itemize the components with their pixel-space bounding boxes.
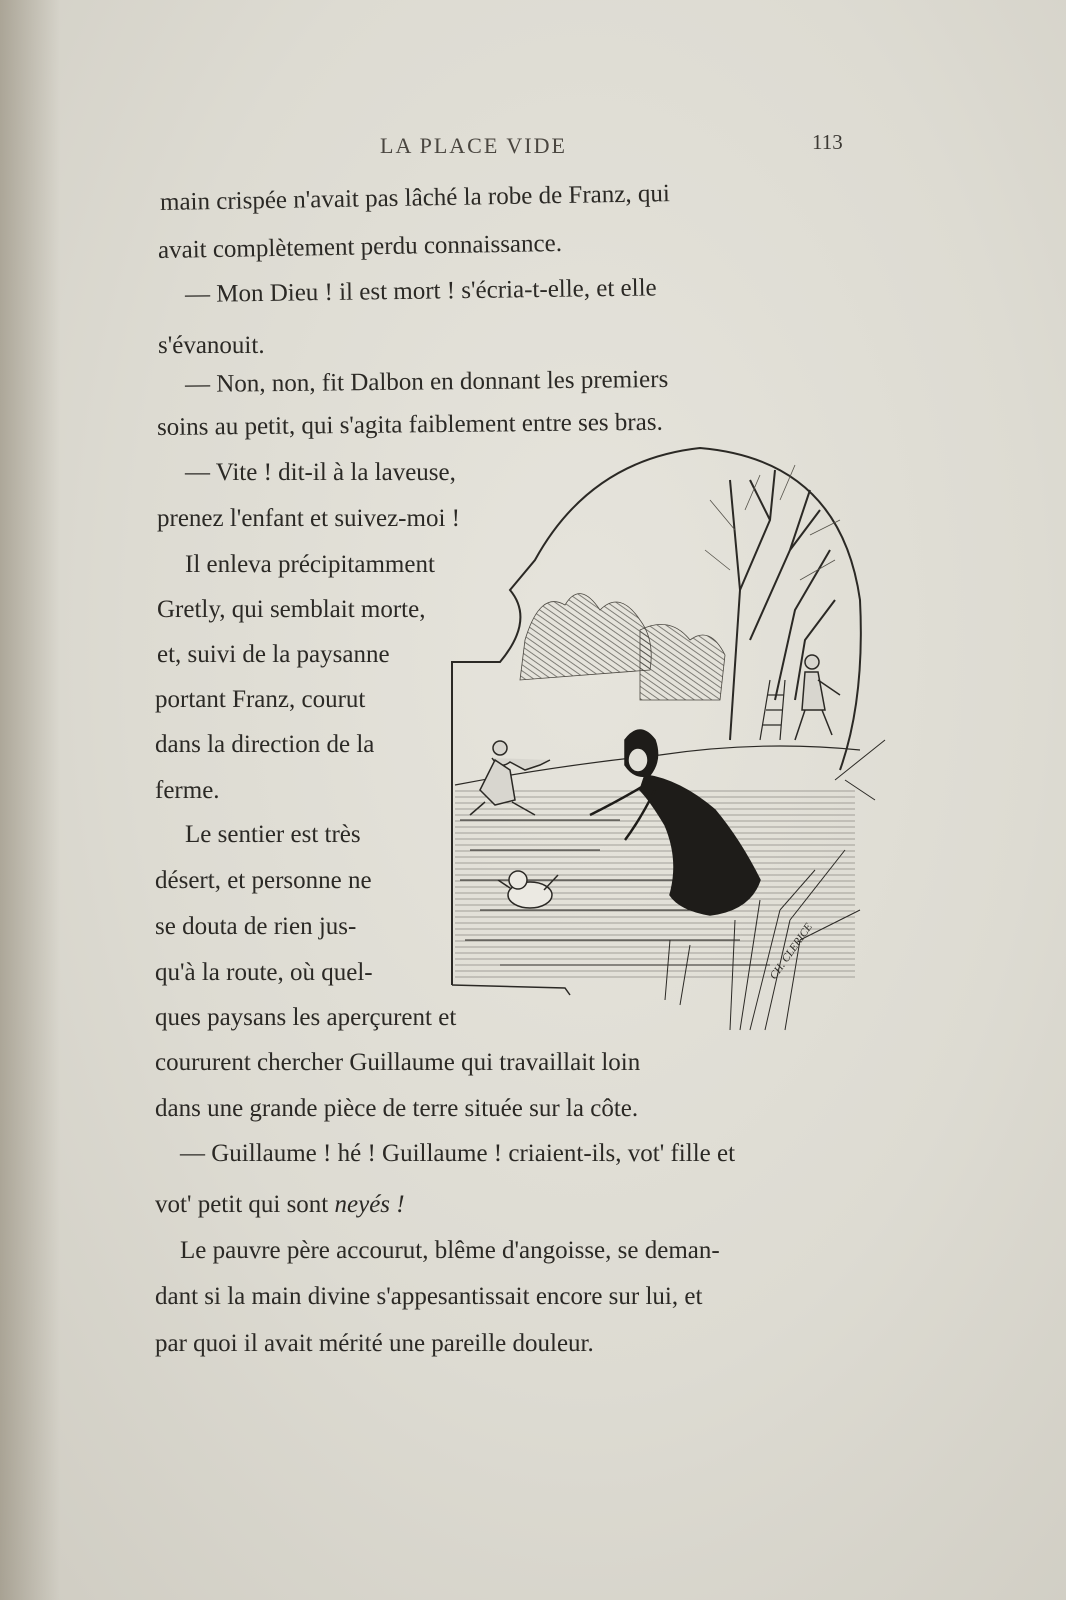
text-line: qu'à la route, où quel-	[155, 959, 373, 986]
text-line: Le pauvre père accourut, blême d'angoisse, se deman-	[180, 1237, 720, 1264]
text-line: par quoi il avait mérité une pareille douleur.	[155, 1330, 594, 1357]
text-line: dans une grande pièce de terre située sur la côte.	[155, 1095, 639, 1122]
illustration-signature: CH. CLERICE	[767, 921, 815, 982]
text-line: — Non, non, fit Dalbon en donnant les premiers	[184, 365, 669, 398]
text-line: ferme.	[155, 777, 220, 804]
text-line: s'évanouit.	[158, 332, 265, 359]
text-line: se douta de rien jus-	[155, 913, 357, 940]
text-line: — Guillaume ! hé ! Guillaume ! criaient-ils, vot' fille et	[180, 1140, 736, 1167]
text-line: — Vite ! dit-il à la laveuse,	[185, 459, 456, 486]
text-line: désert, et personne ne	[155, 867, 372, 894]
text-line: Le sentier est très	[185, 821, 361, 848]
text-line: — Mon Dieu ! il est mort ! s'écria-t-elle, et elle	[184, 274, 657, 308]
text-line: dant si la main divine s'appesantissait encore sur lui, et	[155, 1283, 703, 1310]
italic-word: neyés !	[334, 1191, 405, 1218]
text-line: coururent chercher Guillaume qui travaillait loin	[155, 1049, 641, 1076]
text-line: soins au petit, qui s'agita faiblement entre ses bras.	[156, 408, 663, 441]
text-line	[155, 1192, 405, 1217]
text-line: et, suivi de la paysanne	[157, 641, 390, 668]
river-scene-illustration	[440, 440, 900, 1040]
text-line: main crispée n'avait pas lâché la robe de Franz, qui	[159, 180, 671, 216]
page-number: 113	[812, 130, 843, 154]
text-line: portant Franz, courut	[155, 686, 366, 713]
page-gutter-shadow	[0, 0, 60, 1600]
text-segment: vot' petit qui sont	[155, 1191, 329, 1218]
text-line: Il enleva précipitamment	[185, 551, 435, 578]
text-line: dans la direction de la	[155, 731, 375, 758]
text-line: ques paysans les aperçurent et	[155, 1004, 457, 1031]
text-line: Gretly, qui semblait morte,	[157, 596, 426, 623]
text-line: avait complètement perdu connaissance.	[157, 229, 563, 264]
running-title: LA PLACE VIDE	[380, 133, 567, 158]
text-line: prenez l'enfant et suivez-moi !	[157, 505, 460, 532]
